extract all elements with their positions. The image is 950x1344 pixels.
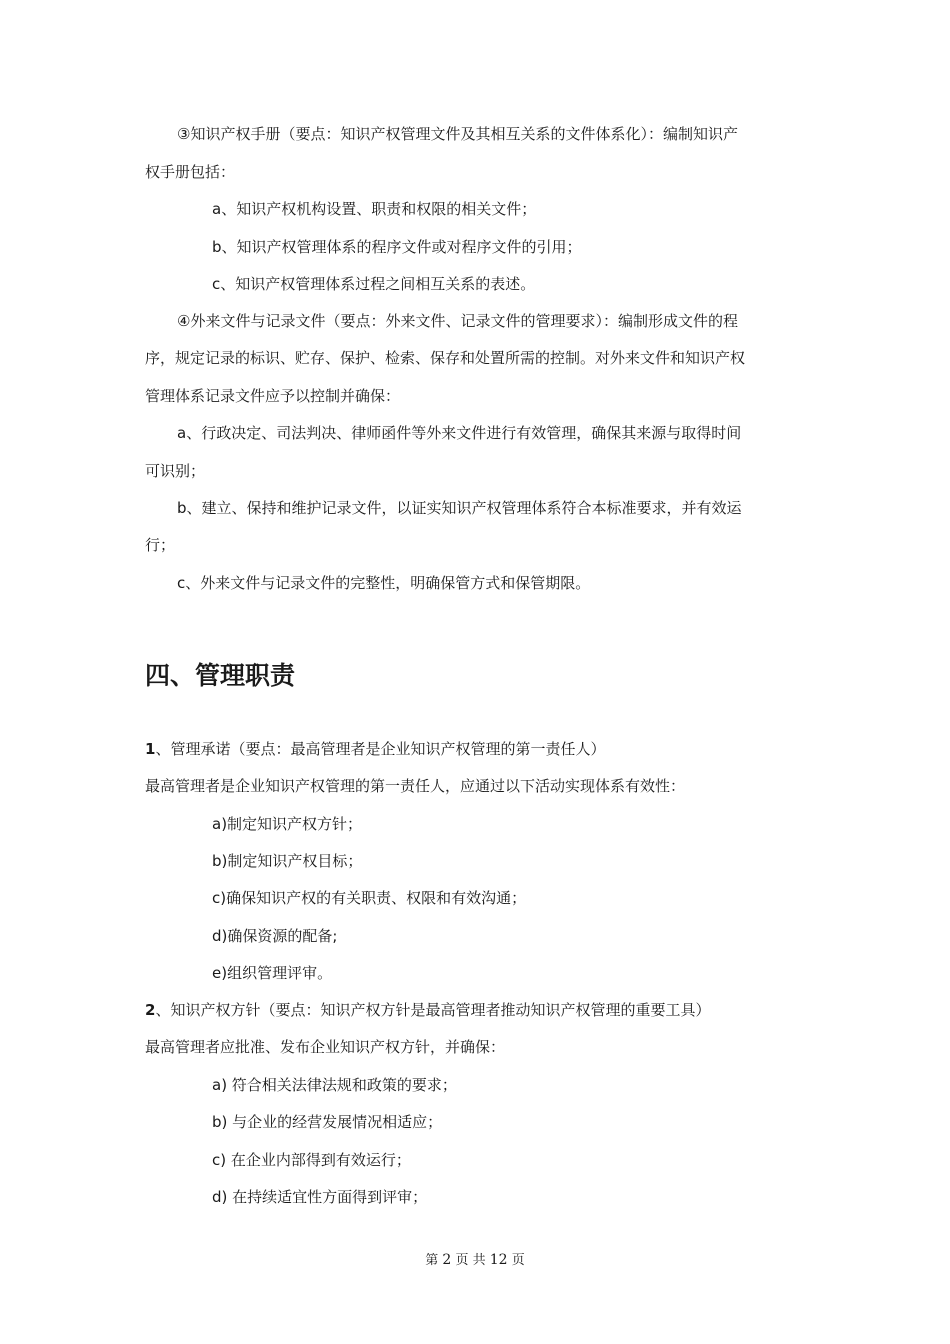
- subsection-title-1: [145, 739, 605, 759]
- subsection-number: 2: [145, 1001, 156, 1019]
- list-item: b)制定知识产权目标；: [212, 852, 363, 870]
- footer-mid: 页 共: [455, 1253, 486, 1268]
- list-item-b-line2: 行；: [145, 536, 176, 554]
- list-item: a、知识产权机构设置、职责和权限的相关文件；: [212, 200, 537, 218]
- subsection-title-text: 、知识产权方针（要点：知识产权方针是最高管理者推动知识产权管理的重要工具）: [155, 1001, 711, 1019]
- subsection-intro-1: 最高管理者是企业知识产权管理的第一责任人，应通过以下活动实现体系有效性：: [145, 777, 686, 795]
- page-footer: [0, 1250, 950, 1271]
- footer-prefix: 第: [425, 1253, 439, 1268]
- list-item: b) 与企业的经营发展情况相适应；: [212, 1113, 443, 1131]
- list-item-a-line2: 可识别；: [145, 462, 206, 480]
- paragraph-external-line1: ④外来文件与记录文件（要点：外来文件、记录文件的管理要求）：编制形成文件的程: [177, 312, 738, 330]
- list-item: d) 在持续适宜性方面得到评审；: [212, 1188, 428, 1206]
- list-item: a)制定知识产权方针；: [212, 815, 363, 833]
- paragraph-external-line3: 管理体系记录文件应予以控制并确保：: [145, 387, 401, 405]
- list-item: d)确保资源的配备;: [212, 927, 338, 945]
- list-item-b-line1: b、建立、保持和维护记录文件，以证实知识产权管理体系符合本标准要求，并有效运: [177, 499, 742, 517]
- subsection-intro-2: 最高管理者应批准、发布企业知识产权方针，并确保：: [145, 1038, 506, 1056]
- list-item-c: c、外来文件与记录文件的完整性，明确保管方式和保管期限。: [177, 574, 591, 592]
- list-item: c) 在企业内部得到有效运行；: [212, 1151, 411, 1169]
- list-item: e)组织管理评审。: [212, 964, 333, 982]
- subsection-number: 1: [145, 740, 156, 758]
- section-heading: 四、管理职责: [145, 661, 296, 690]
- list-item: a) 符合相关法律法规和政策的要求；: [212, 1076, 457, 1094]
- paragraph-external-line2: 序，规定记录的标识、贮存、保护、检索、保存和处置所需的控制。对外来文件和知识产权: [145, 349, 746, 367]
- list-item-a-line1: a、行政决定、司法判决、律师函件等外来文件进行有效管理，确保其来源与取得时间: [177, 424, 742, 442]
- footer-total-pages: 12: [489, 1252, 508, 1268]
- footer-suffix: 页: [511, 1253, 525, 1268]
- subsection-title-text: 、管理承诺（要点：最高管理者是企业知识产权管理的第一责任人）: [155, 740, 606, 758]
- subsection-title-2: [145, 1000, 710, 1020]
- paragraph-manual-line1: ③知识产权手册（要点：知识产权管理文件及其相互关系的文件体系化）：编制知识产: [177, 125, 738, 143]
- list-item: c、知识产权管理体系过程之间相互关系的表述。: [212, 275, 536, 293]
- paragraph-manual-line2: 权手册包括：: [145, 163, 236, 181]
- list-item: c)确保知识产权的有关职责、权限和有效沟通；: [212, 889, 527, 907]
- footer-current-page: 2: [442, 1252, 452, 1268]
- list-item: b、知识产权管理体系的程序文件或对程序文件的引用；: [212, 238, 582, 256]
